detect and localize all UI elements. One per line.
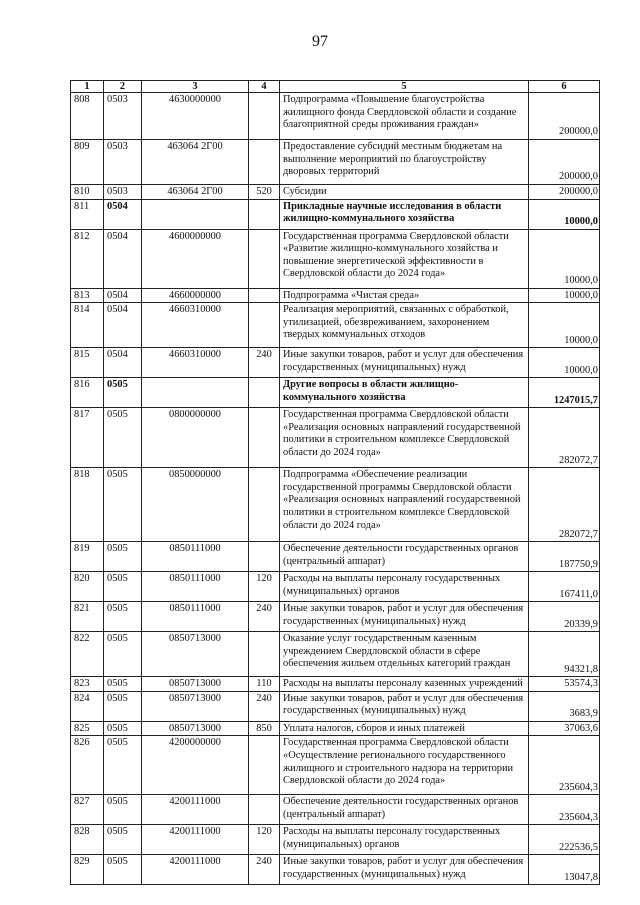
table-row — [71, 572, 600, 602]
table-row — [71, 855, 600, 885]
table-row — [71, 691, 600, 721]
item-name-cell: Расходы на выплаты персоналу государственных (муниципальных) органов — [280, 825, 529, 855]
item-name-cell: Другие вопросы в области жилищно-коммунального хозяйства — [280, 378, 529, 408]
item-name-cell: Субсидии — [280, 185, 529, 200]
target-code-cell: 0850713000 — [142, 677, 249, 692]
section-code-cell: 0505 — [104, 677, 142, 692]
item-name-cell: Расходы на выплаты персоналу казенных учреждений — [280, 677, 529, 692]
section-code-cell: 0505 — [104, 378, 142, 408]
row-number-cell: 818 — [71, 468, 104, 542]
amount-cell: 200000,0 — [529, 185, 600, 200]
target-code-cell: 0850000000 — [142, 468, 249, 542]
expense-type-cell — [249, 303, 280, 348]
row-number-cell: 825 — [71, 721, 104, 736]
expense-type-cell: 120 — [249, 572, 280, 602]
row-number-cell: 826 — [71, 736, 104, 795]
expense-type-cell — [249, 408, 280, 468]
target-code-cell: 4200000000 — [142, 736, 249, 795]
expense-type-cell — [249, 736, 280, 795]
row-number-cell: 819 — [71, 542, 104, 572]
table-row — [71, 229, 600, 288]
amount-cell: 222536,5 — [529, 825, 600, 855]
section-code-cell: 0505 — [104, 855, 142, 885]
column-header: 2 — [104, 81, 142, 93]
row-number-cell: 828 — [71, 825, 104, 855]
section-code-cell: 0505 — [104, 825, 142, 855]
amount-cell: 37063,6 — [529, 721, 600, 736]
section-code-cell: 0503 — [104, 93, 142, 140]
table-row — [71, 185, 600, 200]
expense-type-cell — [249, 140, 280, 185]
section-code-cell: 0503 — [104, 185, 142, 200]
expense-type-cell — [249, 378, 280, 408]
target-code-cell: 4200111000 — [142, 855, 249, 885]
row-number-cell: 827 — [71, 795, 104, 825]
row-number-cell: 811 — [71, 199, 104, 229]
table-row — [71, 288, 600, 303]
amount-cell: 10000,0 — [529, 229, 600, 288]
item-name-cell: Оказание услуг государственным казенным учреждением Свердловской области в сфере обеспечения жильем отдельных категорий граждан — [280, 632, 529, 677]
row-number-cell: 820 — [71, 572, 104, 602]
item-name-cell: Государственная программа Свердловской области «Осуществление регионального государственного жилищного и строительного надзора на территории Свердловской области до 2024 года» — [280, 736, 529, 795]
amount-cell: 167411,0 — [529, 572, 600, 602]
row-number-cell: 822 — [71, 632, 104, 677]
expense-type-cell: 110 — [249, 677, 280, 692]
section-code-cell: 0505 — [104, 542, 142, 572]
section-code-cell: 0505 — [104, 408, 142, 468]
amount-cell: 10000,0 — [529, 199, 600, 229]
expense-type-cell — [249, 795, 280, 825]
amount-cell: 200000,0 — [529, 93, 600, 140]
target-code-cell: 4660000000 — [142, 288, 249, 303]
item-name-cell: Обеспечение деятельности государственных органов (центральный аппарат) — [280, 795, 529, 825]
item-name-cell: Реализация мероприятий, связанных с обработкой, утилизацией, обезвреживанием, захоронением твердых коммунальных отходов — [280, 303, 529, 348]
item-name-cell: Подпрограмма «Повышение благоустройства жилищного фонда Свердловской области и создание благоприятной среды проживания граждан» — [280, 93, 529, 140]
row-number-cell: 821 — [71, 602, 104, 632]
target-code-cell: 0850713000 — [142, 691, 249, 721]
row-number-cell: 817 — [71, 408, 104, 468]
table-row — [71, 408, 600, 468]
expense-type-cell: 240 — [249, 348, 280, 378]
expense-type-cell: 240 — [249, 855, 280, 885]
table-row — [71, 795, 600, 825]
amount-cell: 235604,3 — [529, 736, 600, 795]
item-name-cell: Подпрограмма «Чистая среда» — [280, 288, 529, 303]
row-number-cell: 823 — [71, 677, 104, 692]
table-row — [71, 825, 600, 855]
table-row — [71, 303, 600, 348]
table-row — [71, 602, 600, 632]
section-code-cell: 0504 — [104, 199, 142, 229]
amount-cell: 10000,0 — [529, 303, 600, 348]
expense-type-cell — [249, 288, 280, 303]
section-code-cell: 0505 — [104, 721, 142, 736]
item-name-cell: Государственная программа Свердловской области «Развитие жилищно-коммунального хозяйства и повышение энергетической эффективности в Свердловской области до 2024 года» — [280, 229, 529, 288]
expense-type-cell — [249, 542, 280, 572]
section-code-cell: 0505 — [104, 632, 142, 677]
amount-cell: 53574,3 — [529, 677, 600, 692]
amount-cell: 1247015,7 — [529, 378, 600, 408]
section-code-cell: 0505 — [104, 795, 142, 825]
target-code-cell: 4600000000 — [142, 229, 249, 288]
table-row — [71, 468, 600, 542]
amount-cell: 282072,7 — [529, 408, 600, 468]
row-number-cell: 808 — [71, 93, 104, 140]
column-header: 4 — [249, 81, 280, 93]
item-name-cell: Прикладные научные исследования в области жилищно-коммунального хозяйства — [280, 199, 529, 229]
amount-cell: 94321,8 — [529, 632, 600, 677]
amount-cell: 235604,3 — [529, 795, 600, 825]
expense-type-cell: 520 — [249, 185, 280, 200]
table-row — [71, 677, 600, 692]
section-code-cell: 0504 — [104, 303, 142, 348]
target-code-cell: 4660310000 — [142, 348, 249, 378]
target-code-cell: 463064 2Г00 — [142, 140, 249, 185]
table-header-row — [71, 81, 600, 93]
target-code-cell: 4630000000 — [142, 93, 249, 140]
section-code-cell: 0504 — [104, 229, 142, 288]
target-code-cell: 4200111000 — [142, 825, 249, 855]
expense-type-cell — [249, 93, 280, 140]
table-row — [71, 348, 600, 378]
target-code-cell: 0850713000 — [142, 632, 249, 677]
expense-type-cell — [249, 229, 280, 288]
table-row — [71, 93, 600, 140]
amount-cell: 10000,0 — [529, 288, 600, 303]
table-row — [71, 378, 600, 408]
item-name-cell: Обеспечение деятельности государственных органов (центральный аппарат) — [280, 542, 529, 572]
table-body — [71, 93, 600, 885]
row-number-cell: 813 — [71, 288, 104, 303]
amount-cell: 20339,9 — [529, 602, 600, 632]
table-row — [71, 632, 600, 677]
item-name-cell: Государственная программа Свердловской области «Реализация основных направлений государственной политики в строительном комплексе Свердловской области до 2024 года» — [280, 408, 529, 468]
column-header: 1 — [71, 81, 104, 93]
table-row — [71, 199, 600, 229]
section-code-cell: 0505 — [104, 602, 142, 632]
budget-table — [70, 80, 600, 885]
column-header: 3 — [142, 81, 249, 93]
target-code-cell — [142, 378, 249, 408]
expense-type-cell — [249, 468, 280, 542]
section-code-cell: 0504 — [104, 348, 142, 378]
row-number-cell: 812 — [71, 229, 104, 288]
table-row — [71, 140, 600, 185]
target-code-cell: 0850111000 — [142, 572, 249, 602]
item-name-cell: Иные закупки товаров, работ и услуг для обеспечения государственных (муниципальных) нужд — [280, 691, 529, 721]
target-code-cell: 0850713000 — [142, 721, 249, 736]
item-name-cell: Предоставление субсидий местным бюджетам на выполнение мероприятий по благоустройству дворовых территорий — [280, 140, 529, 185]
target-code-cell: 463064 2Г00 — [142, 185, 249, 200]
expense-type-cell — [249, 199, 280, 229]
item-name-cell: Иные закупки товаров, работ и услуг для обеспечения государственных (муниципальных) нужд — [280, 855, 529, 885]
section-code-cell: 0503 — [104, 140, 142, 185]
item-name-cell: Иные закупки товаров, работ и услуг для обеспечения государственных (муниципальных) нужд — [280, 602, 529, 632]
amount-cell: 200000,0 — [529, 140, 600, 185]
target-code-cell: 0850111000 — [142, 602, 249, 632]
expense-type-cell: 240 — [249, 691, 280, 721]
row-number-cell: 824 — [71, 691, 104, 721]
page-number: 97 — [312, 33, 328, 50]
column-header: 6 — [529, 81, 600, 93]
item-name-cell: Подпрограмма «Обеспечение реализации государственной программы Свердловской области «Реализация основных направлений государственной политики в строительном комплексе Свердловской области до 2024 года» — [280, 468, 529, 542]
target-code-cell: 0850111000 — [142, 542, 249, 572]
item-name-cell: Расходы на выплаты персоналу государственных (муниципальных) органов — [280, 572, 529, 602]
row-number-cell: 814 — [71, 303, 104, 348]
table-row — [71, 542, 600, 572]
section-code-cell: 0505 — [104, 736, 142, 795]
target-code-cell: 4200111000 — [142, 795, 249, 825]
table-row — [71, 721, 600, 736]
column-header: 5 — [280, 81, 529, 93]
section-code-cell: 0505 — [104, 468, 142, 542]
amount-cell: 282072,7 — [529, 468, 600, 542]
table-row — [71, 736, 600, 795]
section-code-cell: 0504 — [104, 288, 142, 303]
row-number-cell: 810 — [71, 185, 104, 200]
row-number-cell: 816 — [71, 378, 104, 408]
section-code-cell: 0505 — [104, 691, 142, 721]
expense-type-cell: 850 — [249, 721, 280, 736]
target-code-cell: 4660310000 — [142, 303, 249, 348]
item-name-cell: Уплата налогов, сборов и иных платежей — [280, 721, 529, 736]
target-code-cell — [142, 199, 249, 229]
expense-type-cell — [249, 632, 280, 677]
expense-type-cell: 240 — [249, 602, 280, 632]
item-name-cell: Иные закупки товаров, работ и услуг для обеспечения государственных (муниципальных) нужд — [280, 348, 529, 378]
row-number-cell: 815 — [71, 348, 104, 378]
target-code-cell: 0800000000 — [142, 408, 249, 468]
row-number-cell: 809 — [71, 140, 104, 185]
amount-cell: 13047,8 — [529, 855, 600, 885]
row-number-cell: 829 — [71, 855, 104, 885]
section-code-cell: 0505 — [104, 572, 142, 602]
amount-cell: 187750,9 — [529, 542, 600, 572]
amount-cell: 10000,0 — [529, 348, 600, 378]
amount-cell: 3683,9 — [529, 691, 600, 721]
expense-type-cell: 120 — [249, 825, 280, 855]
